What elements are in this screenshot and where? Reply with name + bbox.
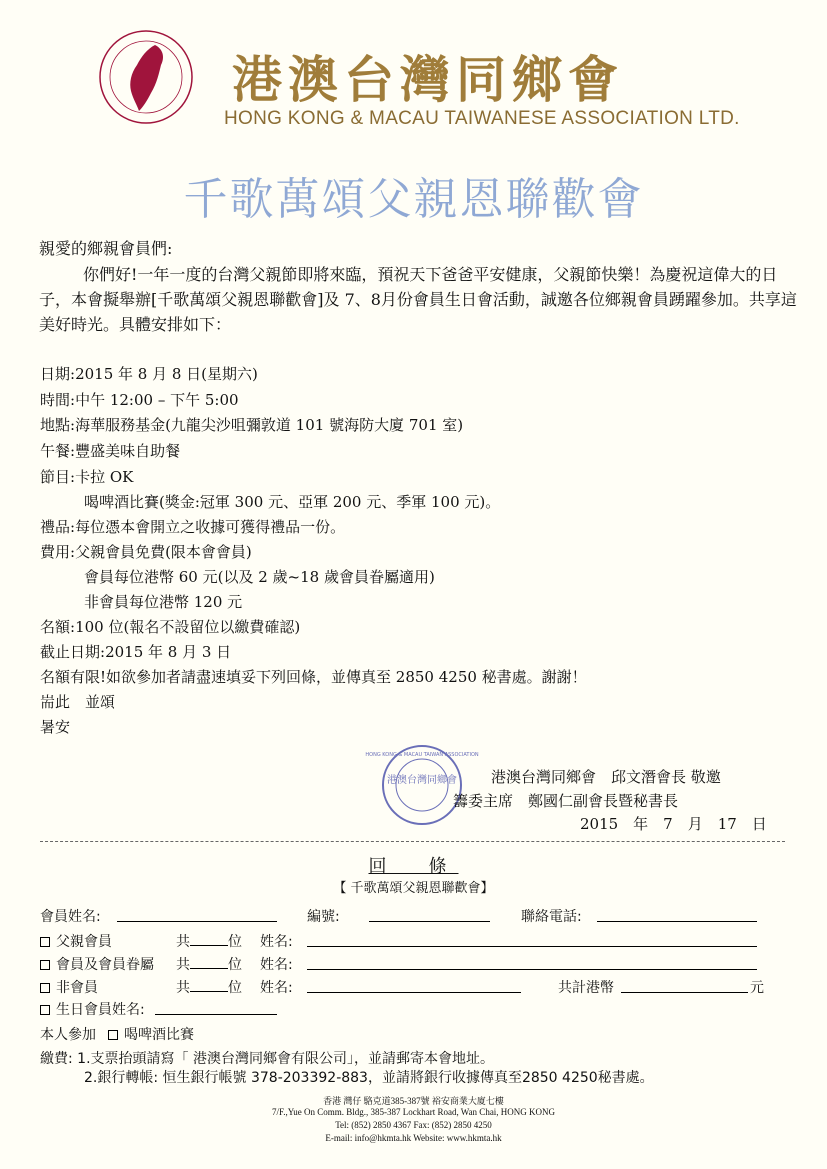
detail-date: 日期:2015 年 8 月 8 日(星期六)	[40, 365, 258, 383]
father-checkbox[interactable]	[40, 937, 50, 947]
beer-contest-option[interactable]: 喝啤酒比賽	[108, 1024, 194, 1044]
nonmember-name-field[interactable]	[307, 992, 521, 993]
phone-label: 聯絡電話:	[521, 909, 582, 925]
total-field[interactable]	[621, 992, 748, 993]
taiwan-island-logo	[97, 27, 195, 127]
footer-address-cn: 香港 灣仔 駱克道385-387號 裕安商業大廈七樓	[323, 1096, 504, 1106]
beer-contest-checkbox[interactable]	[108, 1030, 118, 1040]
detail-fee-nonmember: 非會員每位港幣 120 元	[84, 593, 243, 611]
signature-line1: 港澳台灣同鄉會 邱文潛會長 敬邀	[491, 768, 721, 786]
total-label: 共計港幣	[558, 980, 614, 996]
signature-line2: 籌委主席 鄭國仁副會長暨秘書長	[453, 792, 679, 810]
detail-location: 地點:海華服務基金(九龍尖沙咀彌敦道 101 號海防大廈 701 室)	[40, 416, 464, 434]
closing-regards: 暑安	[40, 718, 71, 736]
join-label: 本人參加	[40, 1027, 96, 1043]
family-option[interactable]: 會員及會員眷屬	[40, 954, 154, 974]
detail-program: 節目:卡拉 OK	[40, 468, 134, 486]
signature-date: 2015 年 7 月 17 日	[580, 815, 767, 833]
reply-subtitle: 【 千歌萬頌父親恩聯歡會】	[333, 881, 494, 896]
number-field[interactable]	[369, 921, 490, 922]
detail-time: 時間:中午 12:00 – 下午 5:00	[40, 391, 239, 409]
footer-address-en: 7/F.,Yue On Comm. Bldg., 385-387 Lockhart Road, Wan Chai, HONG KONG	[271, 1107, 556, 1117]
detail-lunch: 午餐:豐盛美味自助餐	[40, 442, 181, 460]
family-name-label: 姓名:	[260, 957, 293, 973]
nonmember-count[interactable]: 共 位	[176, 980, 242, 996]
family-count[interactable]: 共 位	[176, 957, 242, 973]
family-checkbox[interactable]	[40, 960, 50, 970]
salutation: 親愛的鄉親會員們:	[39, 239, 173, 258]
father-option[interactable]: 父親會員	[40, 931, 112, 951]
father-count[interactable]: 共 位	[176, 934, 242, 950]
father-name-label: 姓名:	[260, 934, 293, 950]
member-name-field[interactable]	[117, 921, 277, 922]
father-name-field[interactable]	[307, 946, 757, 947]
nonmember-name-label: 姓名:	[260, 980, 293, 996]
org-name-cn: 港澳台灣同鄉會	[232, 50, 624, 109]
intro-paragraph: 你們好!一年一度的台灣父親節即將來臨，預祝天下爸爸平安健康，父親節快樂！為慶祝這偉大的日子，本會擬舉辦[千歌萬頌父親恩聯歡會]及 7、8月份會員生日會活動，誠邀各位鄉親會員踴躍參加。共享這美好時光。具體安排如下：	[39, 265, 797, 334]
footer-tel-fax: Tel: (852) 2850 4367 Fax: (852) 2850 4250	[335, 1120, 492, 1130]
payment-line-1: 繳費: 1.支票抬頭請寫「 港澳台灣同鄉會有限公司」，並請郵寄本會地址。	[40, 1051, 494, 1067]
nonmember-option[interactable]: 非會員	[40, 977, 98, 997]
birthday-option[interactable]: 生日會員姓名:	[40, 999, 145, 1019]
member-name-label: 會員姓名:	[40, 909, 101, 925]
cut-line-divider	[40, 841, 785, 842]
org-name-en: HONG KONG & MACAU TAIWANESE ASSOCIATION LTD.	[224, 108, 740, 129]
payment-info	[40, 1050, 654, 1088]
total-unit: 元	[750, 980, 764, 996]
reply-title: 回 條	[368, 856, 459, 877]
birthday-name-field[interactable]	[155, 1014, 277, 1015]
seal-ring-text: HONG KONG & MACAU TAIWAN ASSOCIATION	[365, 752, 479, 758]
birthday-checkbox[interactable]	[40, 1005, 50, 1015]
detail-fee-member: 會員每位港幣 60 元(以及 2 歲~18 歲會員眷屬適用)	[84, 568, 435, 586]
detail-fee: 費用:父親會員免費(限本會會員)	[40, 543, 252, 561]
family-name-field[interactable]	[307, 969, 757, 970]
detail-quota: 名額:100 位(報名不設留位以繳費確認)	[40, 618, 301, 636]
phone-field[interactable]	[597, 921, 757, 922]
footer-email-website: E-mail: info@hkmta.hk Website: www.hkmta.hk	[325, 1133, 502, 1143]
association-seal-icon	[365, 744, 479, 826]
detail-deadline: 截止日期:2015 年 8 月 3 日	[40, 643, 232, 661]
detail-gift: 禮品:每位憑本會開立之收據可獲得禮品一份。	[40, 518, 346, 536]
payment-line-2: 2.銀行轉帳: 恒生銀行帳號 378-203392-883，並請將銀行收據傳真至2850 4250秘書處。	[84, 1070, 654, 1086]
closing-line: 耑此 並頌	[40, 693, 116, 711]
nonmember-checkbox[interactable]	[40, 983, 50, 993]
seal-text: 港澳台灣同鄉會	[387, 775, 457, 786]
detail-program-beer: 喝啤酒比賽(獎金:冠軍 300 元、亞軍 200 元、季軍 100 元)。	[84, 493, 501, 511]
number-label: 編號:	[307, 909, 340, 925]
detail-note: 名額有限!如欲參加者請盡速填妥下列回條，並傳真至 2850 4250 秘書處。謝謝！	[40, 668, 587, 686]
event-title: 千歌萬頌父親恩聯歡會	[183, 174, 644, 225]
